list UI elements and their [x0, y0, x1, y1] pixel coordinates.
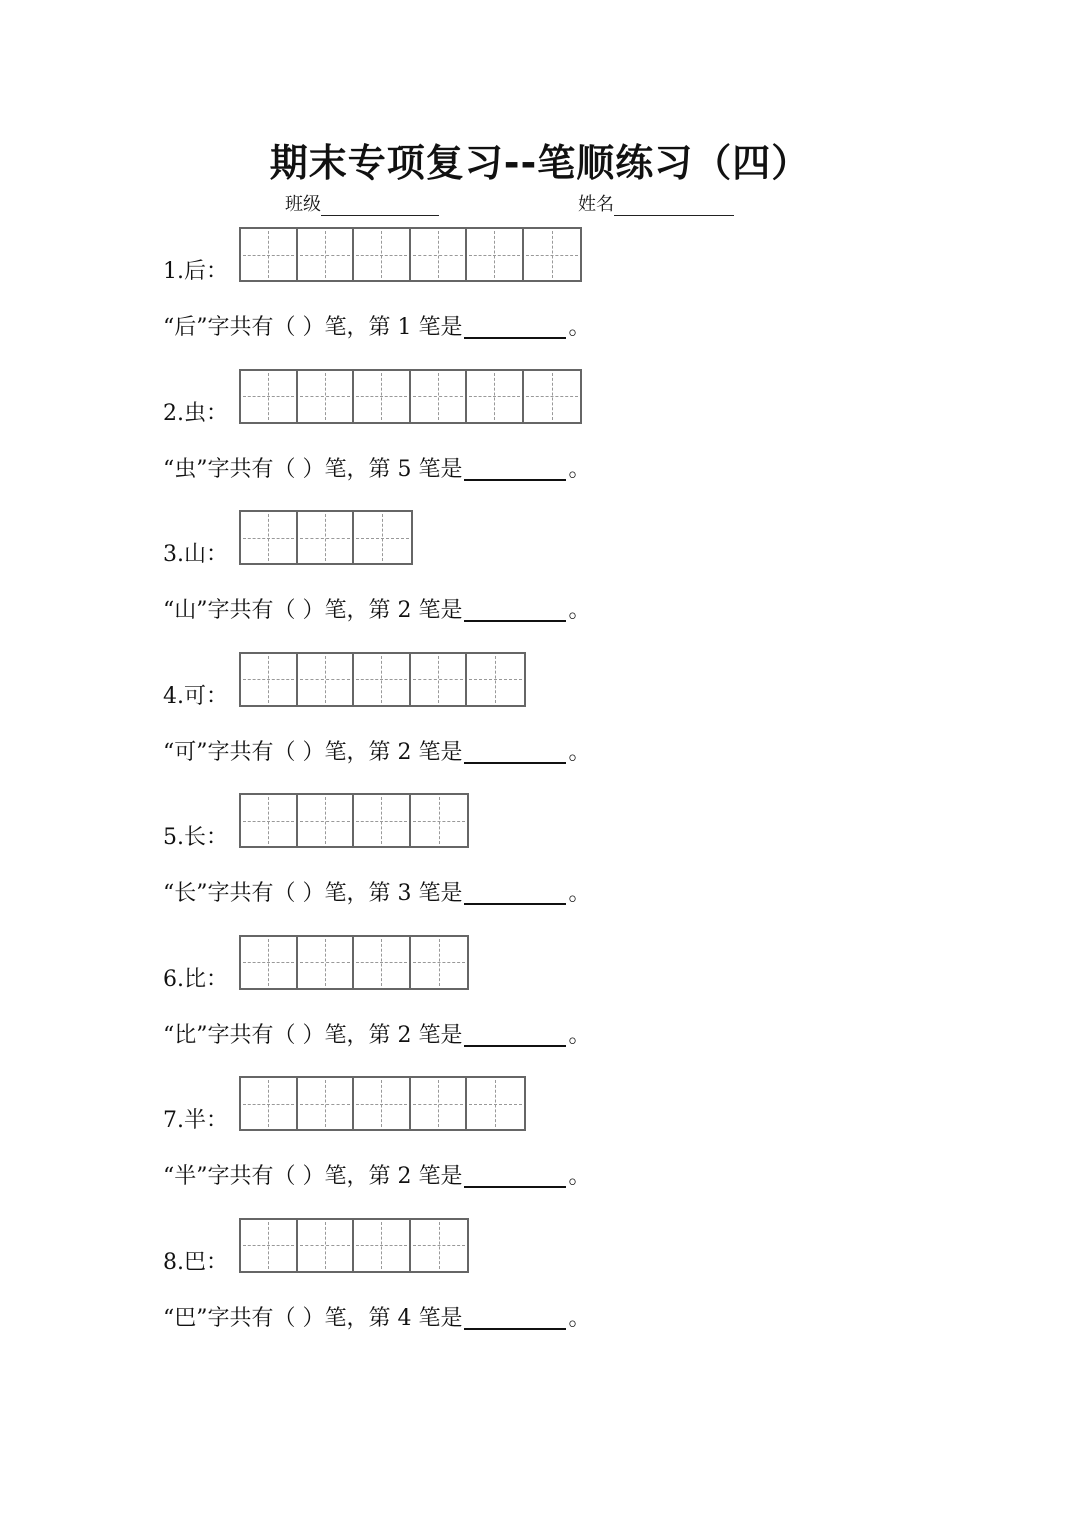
stroke-question	[163, 317, 591, 339]
stroke-question	[163, 739, 591, 765]
answer-blank[interactable]	[464, 459, 566, 481]
exercise-label: 6.比：	[163, 966, 228, 992]
class-field	[285, 190, 439, 216]
writing-cell[interactable]	[298, 371, 355, 422]
writing-cell[interactable]	[241, 512, 298, 563]
writing-cell[interactable]	[354, 229, 411, 280]
answer-blank[interactable]	[464, 600, 566, 622]
writing-cell[interactable]	[411, 1220, 468, 1271]
stroke-question	[163, 600, 591, 622]
exercise-label: 7.半：	[163, 1108, 228, 1133]
stroke-question	[163, 1305, 591, 1331]
exercise-label: 3.山：	[163, 542, 228, 567]
writing-cell[interactable]	[241, 1078, 298, 1129]
answer-blank[interactable]	[464, 1308, 566, 1330]
name-field	[578, 190, 734, 216]
exercise-label: 2.虫：	[163, 400, 228, 426]
writing-grid	[239, 652, 526, 707]
class-label: 班级	[285, 194, 321, 215]
writing-cell[interactable]	[354, 795, 411, 846]
writing-grid	[239, 369, 582, 424]
stroke-question	[163, 883, 591, 905]
question-end: 。	[568, 598, 591, 623]
writing-cell[interactable]	[411, 654, 468, 705]
writing-cell[interactable]	[241, 937, 298, 988]
writing-cell[interactable]	[354, 937, 411, 988]
class-blank[interactable]	[321, 197, 439, 216]
question-text: “比”字共有（ ）笔，第 2 笔是	[163, 1022, 463, 1048]
writing-cell[interactable]	[411, 371, 468, 422]
writing-grid	[239, 510, 413, 565]
question-text: “可”字共有（ ）笔，第 2 笔是	[163, 739, 463, 765]
writing-cell[interactable]	[298, 937, 355, 988]
writing-cell[interactable]	[298, 654, 355, 705]
answer-blank[interactable]	[464, 742, 566, 764]
writing-cell[interactable]	[241, 229, 298, 280]
question-text: “半”字共有（ ）笔，第 2 笔是	[163, 1164, 463, 1189]
question-end: 。	[568, 1164, 591, 1189]
question-end: 。	[568, 739, 591, 765]
exercise-label: 8.巴：	[163, 1249, 228, 1275]
question-end: 。	[568, 456, 591, 482]
answer-blank[interactable]	[464, 1025, 566, 1047]
question-text: “虫”字共有（ ）笔，第 5 笔是	[163, 456, 463, 482]
name-blank[interactable]	[614, 197, 734, 216]
writing-cell[interactable]	[298, 1078, 355, 1129]
answer-blank[interactable]	[464, 317, 566, 339]
stroke-question	[163, 456, 591, 482]
question-end: 。	[568, 315, 591, 340]
writing-cell[interactable]	[354, 1078, 411, 1129]
writing-cell[interactable]	[241, 371, 298, 422]
writing-cell[interactable]	[467, 654, 524, 705]
writing-cell[interactable]	[354, 654, 411, 705]
exercise-label: 4.可：	[163, 683, 228, 709]
writing-cell[interactable]	[411, 937, 468, 988]
writing-cell[interactable]	[354, 371, 411, 422]
writing-cell[interactable]	[354, 512, 411, 563]
question-end: 。	[568, 1022, 591, 1048]
answer-blank[interactable]	[464, 1166, 566, 1188]
writing-cell[interactable]	[354, 1220, 411, 1271]
stroke-question	[163, 1166, 591, 1188]
writing-cell[interactable]	[467, 1078, 524, 1129]
question-end: 。	[568, 1305, 591, 1331]
writing-cell[interactable]	[524, 229, 581, 280]
writing-cell[interactable]	[241, 1220, 298, 1271]
question-end: 。	[568, 881, 591, 906]
exercise-label: 1.后：	[163, 259, 228, 284]
page-title: 期末专项复习--笔顺练习（四）	[269, 141, 811, 185]
question-text: “长”字共有（ ）笔，第 3 笔是	[163, 881, 463, 906]
writing-cell[interactable]	[524, 371, 581, 422]
name-label: 姓名	[578, 194, 614, 215]
writing-cell[interactable]	[298, 1220, 355, 1271]
writing-cell[interactable]	[298, 229, 355, 280]
writing-cell[interactable]	[467, 371, 524, 422]
writing-cell[interactable]	[298, 512, 355, 563]
answer-blank[interactable]	[464, 883, 566, 905]
writing-grid	[239, 793, 469, 848]
writing-grid	[239, 1076, 526, 1131]
writing-cell[interactable]	[298, 795, 355, 846]
question-text: “后”字共有（ ）笔，第 1 笔是	[163, 315, 463, 340]
writing-cell[interactable]	[411, 1078, 468, 1129]
exercise-label: 5.长：	[163, 825, 228, 850]
question-text: “巴”字共有（ ）笔，第 4 笔是	[163, 1305, 463, 1331]
writing-cell[interactable]	[411, 795, 468, 846]
writing-cell[interactable]	[467, 229, 524, 280]
stroke-question	[163, 1022, 591, 1048]
writing-grid	[239, 1218, 469, 1273]
question-text: “山”字共有（ ）笔，第 2 笔是	[163, 598, 463, 623]
writing-grid	[239, 227, 582, 282]
writing-cell[interactable]	[411, 229, 468, 280]
writing-cell[interactable]	[241, 654, 298, 705]
writing-grid	[239, 935, 469, 990]
writing-cell[interactable]	[241, 795, 298, 846]
